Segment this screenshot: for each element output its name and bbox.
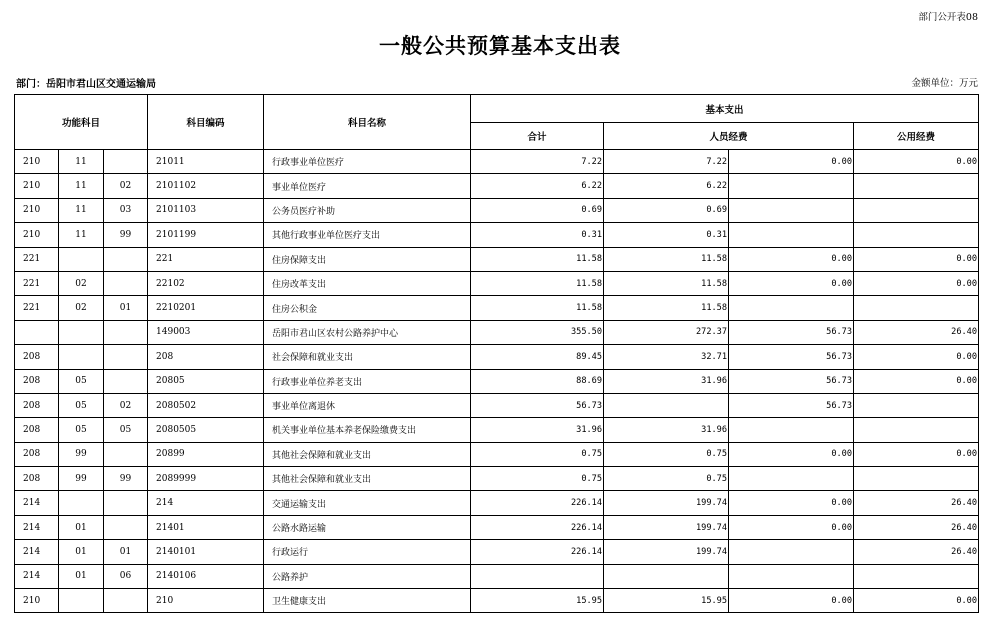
personnel-cell — [604, 393, 729, 417]
subject-name-cell: 住房公积金 — [264, 296, 471, 320]
func-item-cell: 02 — [104, 174, 148, 198]
func-class-cell: 214 — [15, 564, 59, 588]
public-expense-a-cell — [729, 223, 854, 247]
total-cell: 226.14 — [471, 540, 604, 564]
subject-code-cell: 20899 — [148, 442, 264, 466]
subject-code-cell: 2140106 — [148, 564, 264, 588]
func-section-cell: 02 — [59, 296, 104, 320]
table-row — [15, 320, 979, 344]
func-item-cell — [104, 271, 148, 295]
subject-code-cell: 2101103 — [148, 198, 264, 222]
public-expense-cell: 0.00 — [854, 442, 979, 466]
func-class-cell: 210 — [15, 223, 59, 247]
func-section-cell — [59, 491, 104, 515]
public-expense-a-cell — [729, 467, 854, 491]
public-expense-cell: 26.40 — [854, 515, 979, 539]
total-cell: 0.31 — [471, 223, 604, 247]
public-expense-cell: 0.00 — [854, 369, 979, 393]
func-item-cell — [104, 150, 148, 174]
public-expense-a-cell — [729, 540, 854, 564]
public-expense-cell — [854, 393, 979, 417]
personnel-cell: 0.69 — [604, 198, 729, 222]
public-expense-a-cell: 56.73 — [729, 345, 854, 369]
table-row — [15, 540, 979, 564]
table-row — [15, 345, 979, 369]
func-item-cell — [104, 491, 148, 515]
unit-label: 金额单位：万元 — [911, 78, 978, 89]
total-cell: 31.96 — [471, 418, 604, 442]
public-expense-cell — [854, 564, 979, 588]
func-item-cell: 99 — [104, 223, 148, 247]
table-body — [15, 150, 979, 613]
subject-name-cell: 公务员医疗补助 — [264, 198, 471, 222]
header-subject-name: 科目名称 — [264, 95, 471, 150]
func-class-cell: 214 — [15, 515, 59, 539]
func-item-cell: 01 — [104, 540, 148, 564]
table-row — [15, 589, 979, 613]
func-class-cell: 208 — [15, 393, 59, 417]
func-class-cell: 210 — [15, 198, 59, 222]
func-section-cell: 05 — [59, 369, 104, 393]
func-section-cell: 05 — [59, 418, 104, 442]
subject-code-cell: 221 — [148, 247, 264, 271]
header-func-subject: 功能科目 — [15, 95, 148, 150]
subject-name-cell: 其他行政事业单位医疗支出 — [264, 223, 471, 247]
public-expense-cell — [854, 198, 979, 222]
personnel-cell: 32.71 — [604, 345, 729, 369]
total-cell: 6.22 — [471, 174, 604, 198]
func-section-cell: 11 — [59, 198, 104, 222]
func-class-cell: 208 — [15, 369, 59, 393]
personnel-cell: 15.95 — [604, 589, 729, 613]
public-expense-a-cell: 56.73 — [729, 393, 854, 417]
func-item-cell — [104, 589, 148, 613]
total-cell: 88.69 — [471, 369, 604, 393]
subject-name-cell: 住房改革支出 — [264, 271, 471, 295]
func-item-cell: 03 — [104, 198, 148, 222]
personnel-cell: 7.22 — [604, 150, 729, 174]
table-row — [15, 515, 979, 539]
func-item-cell: 01 — [104, 296, 148, 320]
table-row — [15, 491, 979, 515]
public-expense-cell: 0.00 — [854, 247, 979, 271]
subject-name-cell: 社会保障和就业支出 — [264, 345, 471, 369]
func-section-cell: 11 — [59, 174, 104, 198]
total-cell: 89.45 — [471, 345, 604, 369]
form-code: 部门公开表08 — [918, 12, 978, 23]
header-public: 公用经费 — [854, 123, 979, 150]
personnel-cell: 0.31 — [604, 223, 729, 247]
public-expense-a-cell — [729, 418, 854, 442]
table-row — [15, 198, 979, 222]
func-section-cell: 11 — [59, 150, 104, 174]
table-row — [15, 247, 979, 271]
public-expense-cell — [854, 296, 979, 320]
personnel-cell: 31.96 — [604, 418, 729, 442]
total-cell: 11.58 — [471, 271, 604, 295]
func-item-cell — [104, 345, 148, 369]
subject-name-cell: 事业单位医疗 — [264, 174, 471, 198]
func-item-cell — [104, 320, 148, 344]
func-class-cell: 221 — [15, 296, 59, 320]
subject-code-cell: 2089999 — [148, 467, 264, 491]
public-expense-a-cell: 0.00 — [729, 247, 854, 271]
public-expense-cell: 0.00 — [854, 150, 979, 174]
total-cell: 226.14 — [471, 515, 604, 539]
personnel-cell: 0.75 — [604, 442, 729, 466]
subject-code-cell: 2080502 — [148, 393, 264, 417]
total-cell: 56.73 — [471, 393, 604, 417]
header-personnel: 人员经费 — [604, 123, 854, 150]
page-title: 一般公共预算基本支出表 — [379, 33, 621, 58]
subject-code-cell: 210 — [148, 589, 264, 613]
public-expense-cell: 26.40 — [854, 320, 979, 344]
func-class-cell: 214 — [15, 491, 59, 515]
personnel-cell: 199.74 — [604, 515, 729, 539]
header-basic-expense: 基本支出 — [471, 95, 979, 123]
table-row — [15, 369, 979, 393]
personnel-cell: 272.37 — [604, 320, 729, 344]
func-section-cell — [59, 320, 104, 344]
table-row — [15, 150, 979, 174]
table-row — [15, 467, 979, 491]
func-item-cell — [104, 515, 148, 539]
subject-name-cell: 公路养护 — [264, 564, 471, 588]
func-item-cell — [104, 442, 148, 466]
func-class-cell — [15, 320, 59, 344]
public-expense-cell — [854, 467, 979, 491]
func-item-cell: 02 — [104, 393, 148, 417]
func-item-cell: 99 — [104, 467, 148, 491]
header-total: 合计 — [471, 123, 604, 150]
func-class-cell: 210 — [15, 174, 59, 198]
table-row — [15, 442, 979, 466]
budget-table — [14, 94, 979, 613]
func-section-cell: 99 — [59, 442, 104, 466]
personnel-cell — [604, 564, 729, 588]
func-item-cell — [104, 369, 148, 393]
func-class-cell: 210 — [15, 150, 59, 174]
subject-code-cell: 21011 — [148, 150, 264, 174]
subject-name-cell: 事业单位离退休 — [264, 393, 471, 417]
func-class-cell: 210 — [15, 589, 59, 613]
personnel-cell: 0.75 — [604, 467, 729, 491]
personnel-cell: 199.74 — [604, 540, 729, 564]
total-cell: 0.75 — [471, 442, 604, 466]
func-class-cell: 208 — [15, 442, 59, 466]
personnel-cell: 6.22 — [604, 174, 729, 198]
public-expense-a-cell: 0.00 — [729, 515, 854, 539]
func-item-cell: 05 — [104, 418, 148, 442]
total-cell: 7.22 — [471, 150, 604, 174]
subject-name-cell: 岳阳市君山区农村公路养护中心 — [264, 320, 471, 344]
func-section-cell: 05 — [59, 393, 104, 417]
func-section-cell: 99 — [59, 467, 104, 491]
public-expense-cell — [854, 223, 979, 247]
total-cell: 15.95 — [471, 589, 604, 613]
func-section-cell: 02 — [59, 271, 104, 295]
public-expense-a-cell: 56.73 — [729, 369, 854, 393]
public-expense-a-cell: 56.73 — [729, 320, 854, 344]
subject-code-cell: 2101199 — [148, 223, 264, 247]
table-row — [15, 564, 979, 588]
table-row — [15, 418, 979, 442]
personnel-cell: 31.96 — [604, 369, 729, 393]
subject-code-cell: 2080505 — [148, 418, 264, 442]
total-cell: 11.58 — [471, 296, 604, 320]
public-expense-a-cell — [729, 174, 854, 198]
public-expense-a-cell: 0.00 — [729, 491, 854, 515]
subject-name-cell: 行政运行 — [264, 540, 471, 564]
public-expense-a-cell — [729, 198, 854, 222]
public-expense-a-cell: 0.00 — [729, 150, 854, 174]
subject-code-cell: 2210201 — [148, 296, 264, 320]
subject-code-cell: 208 — [148, 345, 264, 369]
total-cell: 226.14 — [471, 491, 604, 515]
subject-name-cell: 行政事业单位医疗 — [264, 150, 471, 174]
subject-code-cell: 2140101 — [148, 540, 264, 564]
public-expense-cell: 0.00 — [854, 271, 979, 295]
func-section-cell: 01 — [59, 515, 104, 539]
subject-code-cell: 21401 — [148, 515, 264, 539]
total-cell: 0.75 — [471, 467, 604, 491]
subject-name-cell: 公路水路运输 — [264, 515, 471, 539]
public-expense-a-cell — [729, 564, 854, 588]
personnel-cell: 199.74 — [604, 491, 729, 515]
table-row — [15, 271, 979, 295]
subject-code-cell: 22102 — [148, 271, 264, 295]
total-cell: 11.58 — [471, 247, 604, 271]
func-class-cell: 221 — [15, 247, 59, 271]
personnel-cell: 11.58 — [604, 247, 729, 271]
func-item-cell: 06 — [104, 564, 148, 588]
func-class-cell: 214 — [15, 540, 59, 564]
subject-name-cell: 交通运输支出 — [264, 491, 471, 515]
public-expense-cell: 0.00 — [854, 345, 979, 369]
func-item-cell — [104, 247, 148, 271]
total-cell — [471, 564, 604, 588]
subject-code-cell: 20805 — [148, 369, 264, 393]
total-cell: 355.50 — [471, 320, 604, 344]
public-expense-cell: 26.40 — [854, 540, 979, 564]
subject-name-cell: 机关事业单位基本养老保险缴费支出 — [264, 418, 471, 442]
table-row — [15, 393, 979, 417]
public-expense-cell — [854, 418, 979, 442]
func-section-cell: 01 — [59, 564, 104, 588]
public-expense-a-cell — [729, 296, 854, 320]
subject-code-cell: 149003 — [148, 320, 264, 344]
func-class-cell: 208 — [15, 418, 59, 442]
subject-name-cell: 其他社会保障和就业支出 — [264, 467, 471, 491]
func-class-cell: 208 — [15, 345, 59, 369]
public-expense-cell: 0.00 — [854, 589, 979, 613]
subject-name-cell: 其他社会保障和就业支出 — [264, 442, 471, 466]
table-row — [15, 296, 979, 320]
subject-code-cell: 2101102 — [148, 174, 264, 198]
func-section-cell — [59, 247, 104, 271]
personnel-cell: 11.58 — [604, 271, 729, 295]
func-class-cell: 208 — [15, 467, 59, 491]
public-expense-cell: 26.40 — [854, 491, 979, 515]
func-section-cell — [59, 345, 104, 369]
header-subject-code: 科目编码 — [148, 95, 264, 150]
func-class-cell: 221 — [15, 271, 59, 295]
public-expense-a-cell: 0.00 — [729, 589, 854, 613]
public-expense-a-cell: 0.00 — [729, 442, 854, 466]
personnel-cell: 11.58 — [604, 296, 729, 320]
subject-name-cell: 行政事业单位养老支出 — [264, 369, 471, 393]
func-section-cell: 11 — [59, 223, 104, 247]
subject-code-cell: 214 — [148, 491, 264, 515]
public-expense-cell — [854, 174, 979, 198]
subject-name-cell: 卫生健康支出 — [264, 589, 471, 613]
func-section-cell: 01 — [59, 540, 104, 564]
department-label: 部门：岳阳市君山区交通运输局 — [16, 79, 156, 90]
func-section-cell — [59, 589, 104, 613]
subject-name-cell: 住房保障支出 — [264, 247, 471, 271]
table-row — [15, 174, 979, 198]
total-cell: 0.69 — [471, 198, 604, 222]
public-expense-a-cell: 0.00 — [729, 271, 854, 295]
table-row — [15, 223, 979, 247]
